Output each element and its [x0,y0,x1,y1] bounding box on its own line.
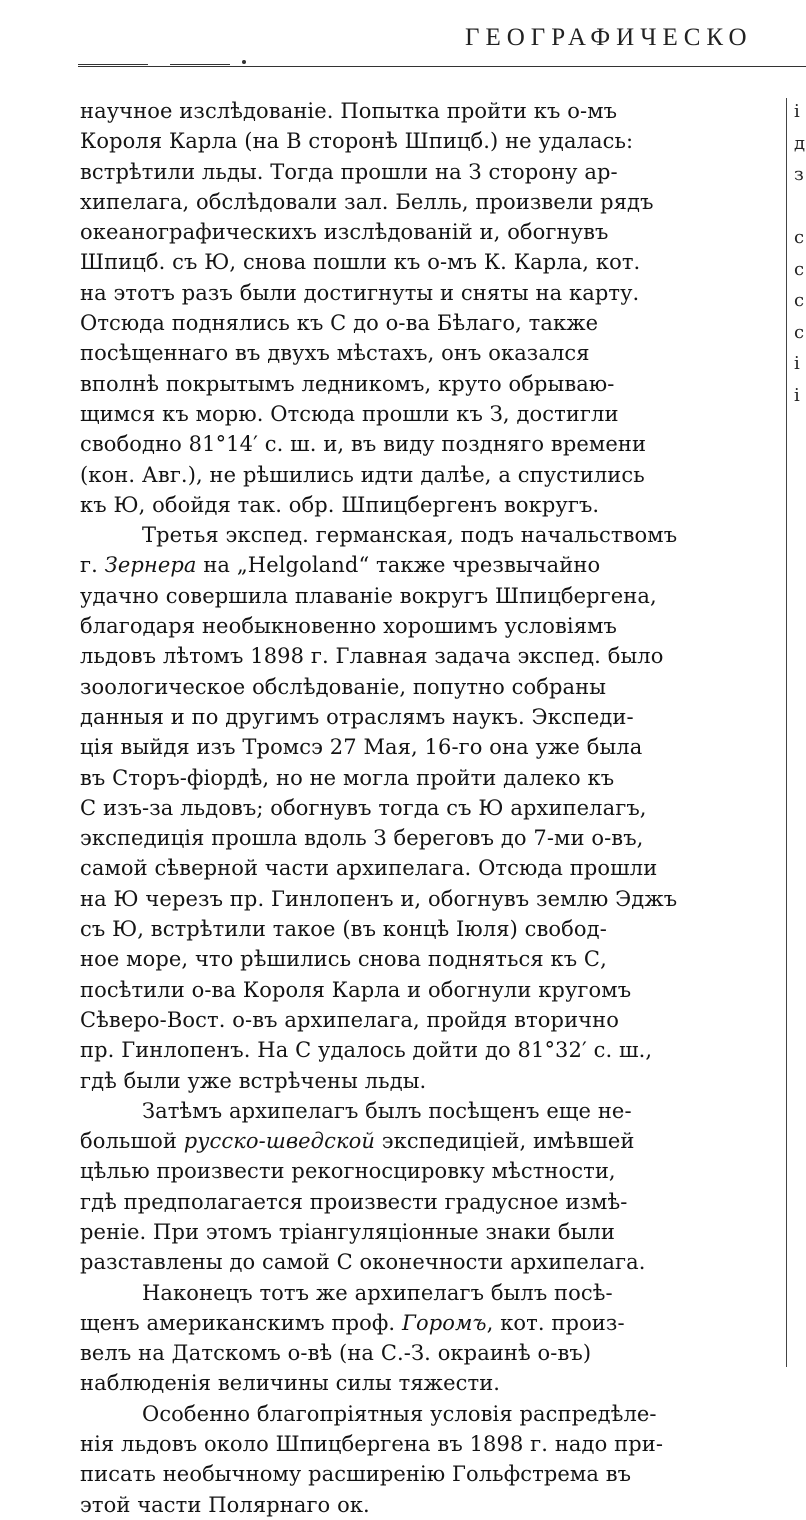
text-line: Затѣмъ архипелагъ былъ посѣщенъ еще не- [142,1098,632,1123]
edge-letter [794,915,806,947]
text-line: ное море, что рѣшились снова подняться къ С, [80,947,607,972]
header-rule-ornament [242,60,246,64]
text-line: съ Ю, встрѣтили такое (въ концѣ Іюля) свобод- [80,917,607,942]
next-column-edge [794,96,806,1388]
text-line: пр. Гинлопенъ. На С удалось дойти до 81°32′ с. ш., [80,1038,653,1063]
text-line: вполнѣ покрытымъ ледникомъ, круто обрываю- [80,371,615,396]
edge-letter [794,1104,806,1136]
text-line: научное изслѣдованіе. Попытка пройти къ о-мъ [80,99,618,123]
text-line: Отсюда поднялись къ С до о-ва Бѣлаго, также [80,311,599,336]
column-divider [786,98,787,1367]
edge-letter [794,411,806,443]
italic-name: Горомъ [401,1310,487,1335]
edge-letter [794,191,806,223]
text-line: Сѣверо-Вост. о-въ архипелага, пройдя вторично [80,1007,620,1032]
text-line: щенъ американскимъ проф. Горомъ, кот. произ- [80,1310,625,1335]
edge-letter: і [794,384,800,406]
edge-letter: с [794,321,805,343]
text-line: въ Сторъ-фіордѣ, но не могла пройти далеко къ [80,765,615,790]
edge-letter [794,474,806,506]
edge-letter [794,1073,806,1105]
text-line: свободно 81°14′ с. ш. и, въ виду поздняго времени [80,432,647,457]
edge-letter: с [794,227,805,248]
text-line: океанографическихъ изслѣдованій и, обогнувъ [80,220,609,245]
edge-letter: д [794,132,806,154]
edge-letter [794,758,806,790]
text-line: льдовъ лѣтомъ 1898 г. Главная задача экспед. было [80,644,664,669]
text-line: гдѣ предполагается произвести градусное измѣ- [80,1189,628,1214]
edge-letter [794,537,806,569]
text-line: Шпицб. съ Ю, снова пошли къ о-мъ К. Карла, кот. [80,250,641,275]
edge-letter: і [794,353,800,374]
text-line: посѣтили о-ва Короля Карла и обогнули кругомъ [80,977,632,1002]
text-line: Наконецъ тотъ же архипелагъ былъ посѣ- [142,1280,613,1305]
edge-letter: і [794,101,800,122]
text-line: С изъ-за льдовъ; обогнувъ тогда съ Ю архипелагъ, [80,795,647,820]
edge-letter [794,1136,806,1168]
edge-letter: з [794,164,804,185]
text-line: (кон. Авг.), не рѣшились идти далѣе, а спустились [80,462,645,487]
edge-letter [794,600,806,632]
edge-letter [794,852,806,884]
text-line: встрѣтили льды. Тогда прошли на З сторону ар- [80,159,618,184]
edge-letter [794,695,806,727]
text-line: Короля Карла (на В сторонѣ Шпицб.) не удалась: [80,129,634,154]
text-line: этой части Полярнаго ок. [80,1492,370,1517]
italic-name: русско-шведской [183,1129,375,1154]
edge-letter [794,1167,806,1199]
text-line: данныя и по другимъ отраслямъ наукъ. Экспеди- [80,704,634,729]
text-line: зоологическое обслѣдованіе, попутно собраны [80,674,607,699]
edge-letter [794,821,806,853]
edge-letter [794,1199,806,1231]
edge-letter [794,1041,806,1073]
text-line: писать необычному расширенію Гольфстрема въ [80,1462,632,1487]
edge-letter [794,947,806,979]
header-rule-dash-mid [170,64,230,65]
text-line: г. Зернера на „Helgoland“ также чрезвычайно [80,553,601,578]
edge-letter [794,506,806,538]
text-line: гдѣ были уже встрѣчены льды. [80,1068,427,1093]
edge-letter [794,443,806,475]
edge-letter [794,884,806,916]
text-line: на этотъ разъ были достигнуты и сняты на карту. [80,280,640,305]
text-line: хипелага, обслѣдовали зал. Белль, произвели рядъ [80,189,654,214]
text-line: цѣлью произвести рекогносцировку мѣстности, [80,1159,616,1184]
text-line: къ Ю, обойдя так. обр. Шпицбергенъ вокругъ. [80,492,600,517]
edge-letter [794,1010,806,1042]
text-line: нія льдовъ около Шпицбергена въ 1898 г. надо при- [80,1432,664,1457]
italic-name: Зернера [104,553,197,578]
edge-letter [794,1230,806,1262]
edge-letter: с [794,258,805,280]
edge-letter [794,569,806,601]
edge-letter [794,1356,806,1388]
header-rule [78,66,806,67]
text-line: наблюденія величины силы тяжести. [80,1371,501,1396]
header-rule-dash-left [78,64,148,65]
running-head: ГЕОГРАФИЧЕСКО [465,24,753,51]
text-line: удачно совершила плаваніе вокругъ Шпицбергена, [80,583,657,608]
text-line: экспедиція прошла вдоль З береговъ до 7-ми о-въ, [80,826,644,851]
text-line: благодаря необыкновенно хорошимъ условіямъ [80,614,617,639]
edge-letter [794,726,806,758]
text-line: реніе. При этомъ тріангуляціонные знаки были [80,1219,615,1244]
text-line: самой сѣверной части архипелага. Отсюда прошли [80,856,658,881]
text-line: посѣщеннаго въ двухъ мѣстахъ, онъ оказался [80,341,590,366]
edge-letter: с [794,290,805,311]
edge-letter [794,1325,806,1357]
text-line: ція выйдя изъ Тромсэ 27 Мая, 16-го она уже была [80,735,643,760]
text-line: на Ю черезъ пр. Гинлопенъ и, обогнувъ землю Эджъ [80,886,678,911]
text-line: щимся къ морю. Отсюда прошли къ З, достигли [80,401,619,426]
article-text [80,96,779,1517]
edge-letter [794,1293,806,1325]
text-line: Особенно благопріятныя условія распредѣле- [142,1401,657,1426]
text-line: велъ на Датскомъ о-вѣ (на С.-З. окраинѣ о-въ) [80,1341,592,1366]
edge-letter [794,978,806,1010]
edge-letter [794,1262,806,1294]
edge-letter [794,632,806,664]
text-line: Третья экспед. германская, подъ начальствомъ [142,523,678,548]
edge-letter [794,789,806,821]
text-line: большой русско-шведской экспедиціей, имѣвшей [80,1129,635,1154]
text-line: разставлены до самой С оконечности архипелага. [80,1250,646,1275]
edge-letter [794,663,806,695]
